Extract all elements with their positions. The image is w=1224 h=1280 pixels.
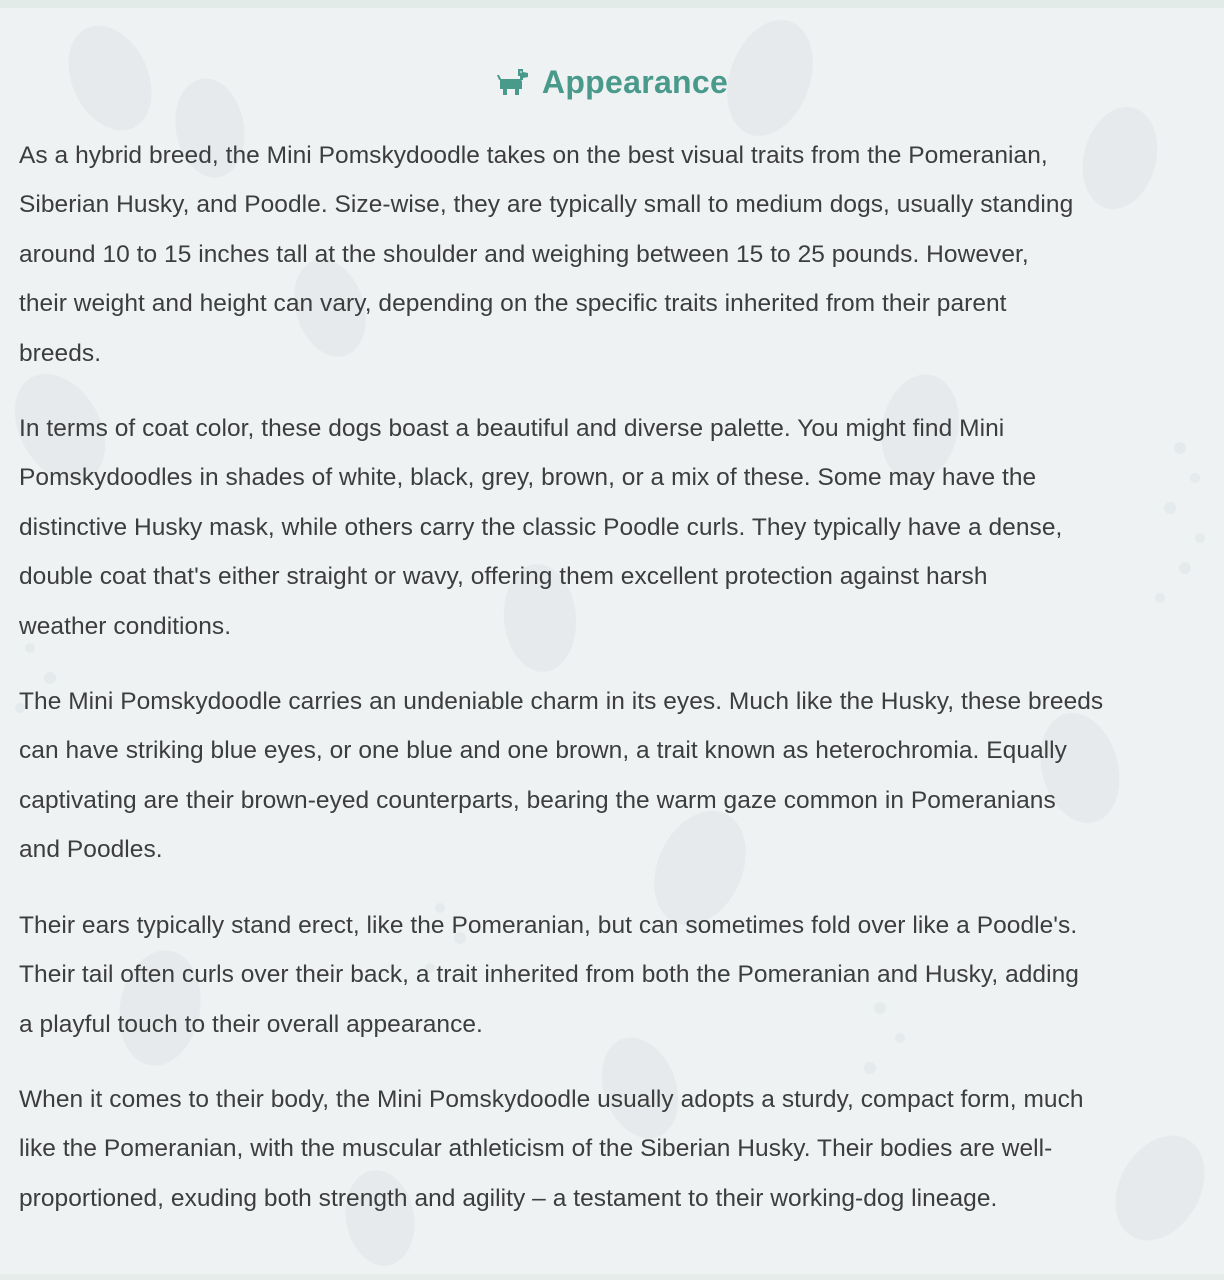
section-heading: [0, 56, 1224, 108]
paragraph-line: Their tail often curls over their back, a trait inherited from both the Pomeranian and Husky, adding: [19, 961, 1079, 989]
paragraph-size: [19, 131, 1209, 378]
paragraph-line: The Mini Pomskydoodle carries an undeniable charm in its eyes. Much like the Husky, these breeds: [19, 688, 1104, 716]
paragraph-ears-tail: [19, 901, 1209, 1049]
paragraph-line: around 10 to 15 inches tall at the shoulder and weighing between 15 to 25 pounds. However,: [19, 240, 1029, 268]
paragraph-line: proportioned, exuding both strength and agility – a testament to their working-dog lineage.: [19, 1184, 998, 1212]
paragraph-line: a playful touch to their overall appearance.: [19, 1010, 483, 1038]
paragraph-line: captivating are their brown-eyed counterparts, bearing the warm gaze common in Pomeranians: [19, 786, 1056, 814]
paragraph-line: In terms of coat color, these dogs boast a beautiful and diverse palette. You might find Mini: [19, 415, 1005, 443]
paragraph-line: breeds.: [19, 339, 102, 367]
paragraph-line: can have striking blue eyes, or one blue and one brown, a trait known as heterochromia. Equally: [19, 737, 1067, 765]
paragraph-line: their weight and height can vary, depending on the specific traits inherited from their parent: [19, 290, 1007, 318]
paragraph-coat-color: [19, 404, 1209, 651]
appearance-section: [19, 56, 1209, 1249]
section-title: Appearance: [541, 63, 729, 100]
top-border-strip: [0, 0, 1224, 8]
paragraph-eyes: [19, 677, 1209, 875]
paragraph-line: Pomskydoodles in shades of white, black, grey, brown, or a mix of these. Some may have the: [19, 464, 1037, 492]
section-body: [19, 131, 1209, 1223]
dog-icon: [496, 67, 530, 97]
dog-icon-svg: [496, 67, 530, 97]
paragraph-line: distinctive Husky mask, while others carry the classic Poodle curls. They typically have a dense,: [19, 513, 1063, 541]
paragraph-line: As a hybrid breed, the Mini Pomskydoodle takes on the best visual traits from the Pomeranian,: [19, 142, 1048, 169]
paragraph-line: When it comes to their body, the Mini Pomskydoodle usually adopts a sturdy, compact form, much: [19, 1085, 1084, 1113]
paragraph-line: double coat that's either straight or wavy, offering them excellent protection against harsh: [19, 563, 988, 591]
paragraph-line: and Poodles.: [19, 836, 163, 864]
paragraph-line: weather conditions.: [19, 612, 232, 640]
paragraph-line: Siberian Husky, and Poodle. Size-wise, they are typically small to medium dogs, usually standing: [19, 191, 1074, 219]
paragraph-line: Their ears typically stand erect, like the Pomeranian, but can sometimes fold over like a Poodle's.: [19, 911, 1078, 939]
paragraph-line: like the Pomeranian, with the muscular athleticism of the Siberian Husky. Their bodies are well-: [19, 1135, 1053, 1163]
paragraph-body: [19, 1075, 1209, 1223]
bottom-border-strip: [0, 1274, 1224, 1280]
